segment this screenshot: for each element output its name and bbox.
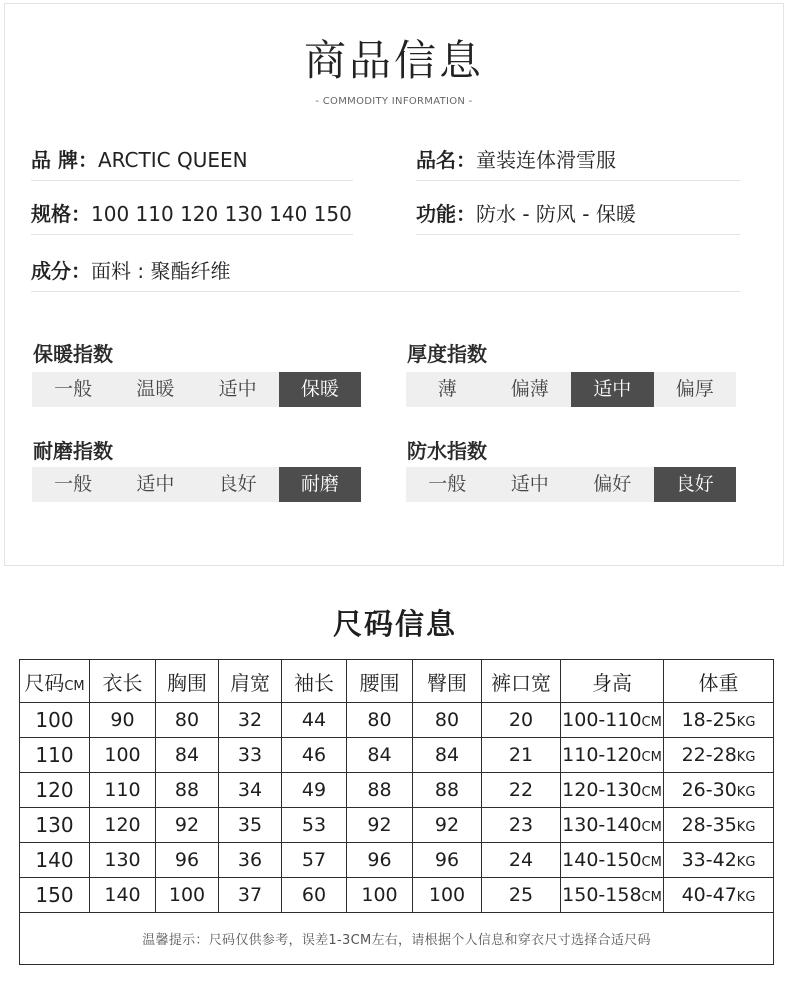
cell-height: 150-158CM: [561, 878, 664, 913]
cell-length: 120: [90, 808, 156, 843]
header-waist: 腰围: [347, 660, 413, 703]
abrasion-index-label: 耐磨指数: [33, 439, 113, 463]
header-length: 衣长: [90, 660, 156, 703]
cell-sleeve: 60: [282, 878, 347, 913]
table-row: [20, 703, 774, 738]
cell-waist: 100: [347, 878, 413, 913]
cell-cuff: 20: [482, 703, 561, 738]
prop-brand-key: 品 牌：: [31, 148, 98, 172]
header-weight: 体重: [664, 660, 774, 703]
cell-chest: 84: [156, 738, 219, 773]
cell-chest: 96: [156, 843, 219, 878]
cell-size: 110: [20, 738, 90, 773]
cell-length: 140: [90, 878, 156, 913]
cell-height: 130-140CM: [561, 808, 664, 843]
cell-shoulder: 32: [219, 703, 282, 738]
cell-length: 90: [90, 703, 156, 738]
table-row: [20, 878, 774, 913]
index-option: 一般: [54, 378, 93, 400]
prop-composition-value: 面料 : 聚酯纤维: [91, 259, 231, 283]
cell-hip: 100: [413, 878, 482, 913]
prop-brand-value: ARCTIC QUEEN: [97, 148, 248, 172]
index-option: 保暖: [279, 372, 361, 407]
thickness-index-bar: [406, 372, 736, 407]
prop-composition: [31, 255, 740, 292]
cell-waist: 96: [347, 843, 413, 878]
cell-size: 120: [20, 773, 90, 808]
cell-shoulder: 34: [219, 773, 282, 808]
index-option: 偏厚: [675, 378, 714, 400]
table-row: [20, 808, 774, 843]
cell-hip: 88: [413, 773, 482, 808]
prop-function-value: 防水 - 防风 - 保暖: [476, 202, 636, 226]
prop-spec-key: 规格：: [31, 202, 91, 226]
cell-hip: 92: [413, 808, 482, 843]
header-chest: 胸围: [156, 660, 219, 703]
header-height: 身高: [561, 660, 664, 703]
waterproof-index-label: 防水指数: [407, 439, 487, 463]
cell-length: 130: [90, 843, 156, 878]
header-shoulder: 肩宽: [219, 660, 282, 703]
cell-shoulder: 36: [219, 843, 282, 878]
cell-hip: 84: [413, 738, 482, 773]
prop-function-key: 功能：: [416, 202, 476, 226]
abrasion-index-bar: [32, 467, 361, 502]
cell-size: 130: [20, 808, 90, 843]
commodity-subtitle: - COMMODITY INFORMATION -: [315, 96, 473, 107]
header-size: 尺码CM: [20, 660, 90, 703]
cell-size: 150: [20, 878, 90, 913]
cell-height: 110-120CM: [561, 738, 664, 773]
cell-height: 140-150CM: [561, 843, 664, 878]
prop-spec-value: 100 110 120 130 140 150: [91, 202, 352, 226]
index-option: 偏好: [593, 473, 632, 495]
index-option: 耐磨: [279, 467, 361, 502]
warmth-index-bar: [32, 372, 361, 407]
size-table: [19, 659, 774, 965]
index-option: 偏薄: [510, 378, 549, 400]
cell-weight: 28-35KG: [664, 808, 774, 843]
index-option: 良好: [654, 467, 737, 502]
cell-length: 100: [90, 738, 156, 773]
index-option: 适中: [136, 473, 175, 495]
cell-cuff: 24: [482, 843, 561, 878]
cell-chest: 88: [156, 773, 219, 808]
cell-waist: 92: [347, 808, 413, 843]
header-cuff: 裤口宽: [482, 660, 561, 703]
size-note: 温馨提示：尺码仅供参考，误差1-3CM左右，请根据个人信息和穿衣尺寸选择合适尺码: [20, 913, 774, 965]
prop-name: [416, 144, 740, 181]
cell-hip: 96: [413, 843, 482, 878]
cell-cuff: 25: [482, 878, 561, 913]
waterproof-index-bar: [406, 467, 736, 502]
index-option: 适中: [571, 372, 654, 407]
cell-height: 120-130CM: [561, 773, 664, 808]
table-row: [20, 773, 774, 808]
cell-weight: 18-25KG: [664, 703, 774, 738]
cell-length: 110: [90, 773, 156, 808]
cell-shoulder: 35: [219, 808, 282, 843]
cell-shoulder: 37: [219, 878, 282, 913]
size-info-title: 尺码信息: [332, 607, 457, 641]
cell-cuff: 21: [482, 738, 561, 773]
prop-composition-key: 成分：: [31, 259, 91, 283]
size-table-header: [20, 660, 774, 703]
cell-weight: 33-42KG: [664, 843, 774, 878]
cell-cuff: 22: [482, 773, 561, 808]
cell-weight: 40-47KG: [664, 878, 774, 913]
index-option: 适中: [218, 378, 257, 400]
prop-brand: [31, 144, 353, 181]
cell-size: 140: [20, 843, 90, 878]
commodity-info-card: [4, 3, 784, 566]
cell-shoulder: 33: [219, 738, 282, 773]
cell-size: 100: [20, 703, 90, 738]
thickness-index-label: 厚度指数: [407, 342, 487, 366]
cell-waist: 80: [347, 703, 413, 738]
cell-sleeve: 49: [282, 773, 347, 808]
cell-hip: 80: [413, 703, 482, 738]
cell-waist: 88: [347, 773, 413, 808]
warmth-index-label: 保暖指数: [33, 342, 113, 366]
table-row: [20, 843, 774, 878]
cell-sleeve: 46: [282, 738, 347, 773]
index-option: 温暖: [136, 378, 175, 400]
cell-chest: 80: [156, 703, 219, 738]
index-option: 一般: [428, 473, 467, 495]
prop-name-value: 童装连体滑雪服: [476, 148, 616, 172]
cell-cuff: 23: [482, 808, 561, 843]
prop-spec: [31, 198, 353, 235]
prop-function: [416, 198, 740, 235]
header-sleeve: 袖长: [282, 660, 347, 703]
cell-height: 100-110CM: [561, 703, 664, 738]
cell-chest: 92: [156, 808, 219, 843]
index-option: 适中: [510, 473, 549, 495]
cell-weight: 22-28KG: [664, 738, 774, 773]
cell-waist: 84: [347, 738, 413, 773]
header-hip: 臀围: [413, 660, 482, 703]
cell-sleeve: 57: [282, 843, 347, 878]
cell-weight: 26-30KG: [664, 773, 774, 808]
table-row: [20, 738, 774, 773]
cell-sleeve: 53: [282, 808, 347, 843]
index-option: 一般: [54, 473, 93, 495]
cell-sleeve: 44: [282, 703, 347, 738]
cell-chest: 100: [156, 878, 219, 913]
prop-name-key: 品名：: [416, 148, 476, 172]
index-option: 薄: [437, 378, 457, 400]
index-option: 良好: [218, 473, 257, 495]
commodity-title: 商品信息: [303, 36, 484, 85]
